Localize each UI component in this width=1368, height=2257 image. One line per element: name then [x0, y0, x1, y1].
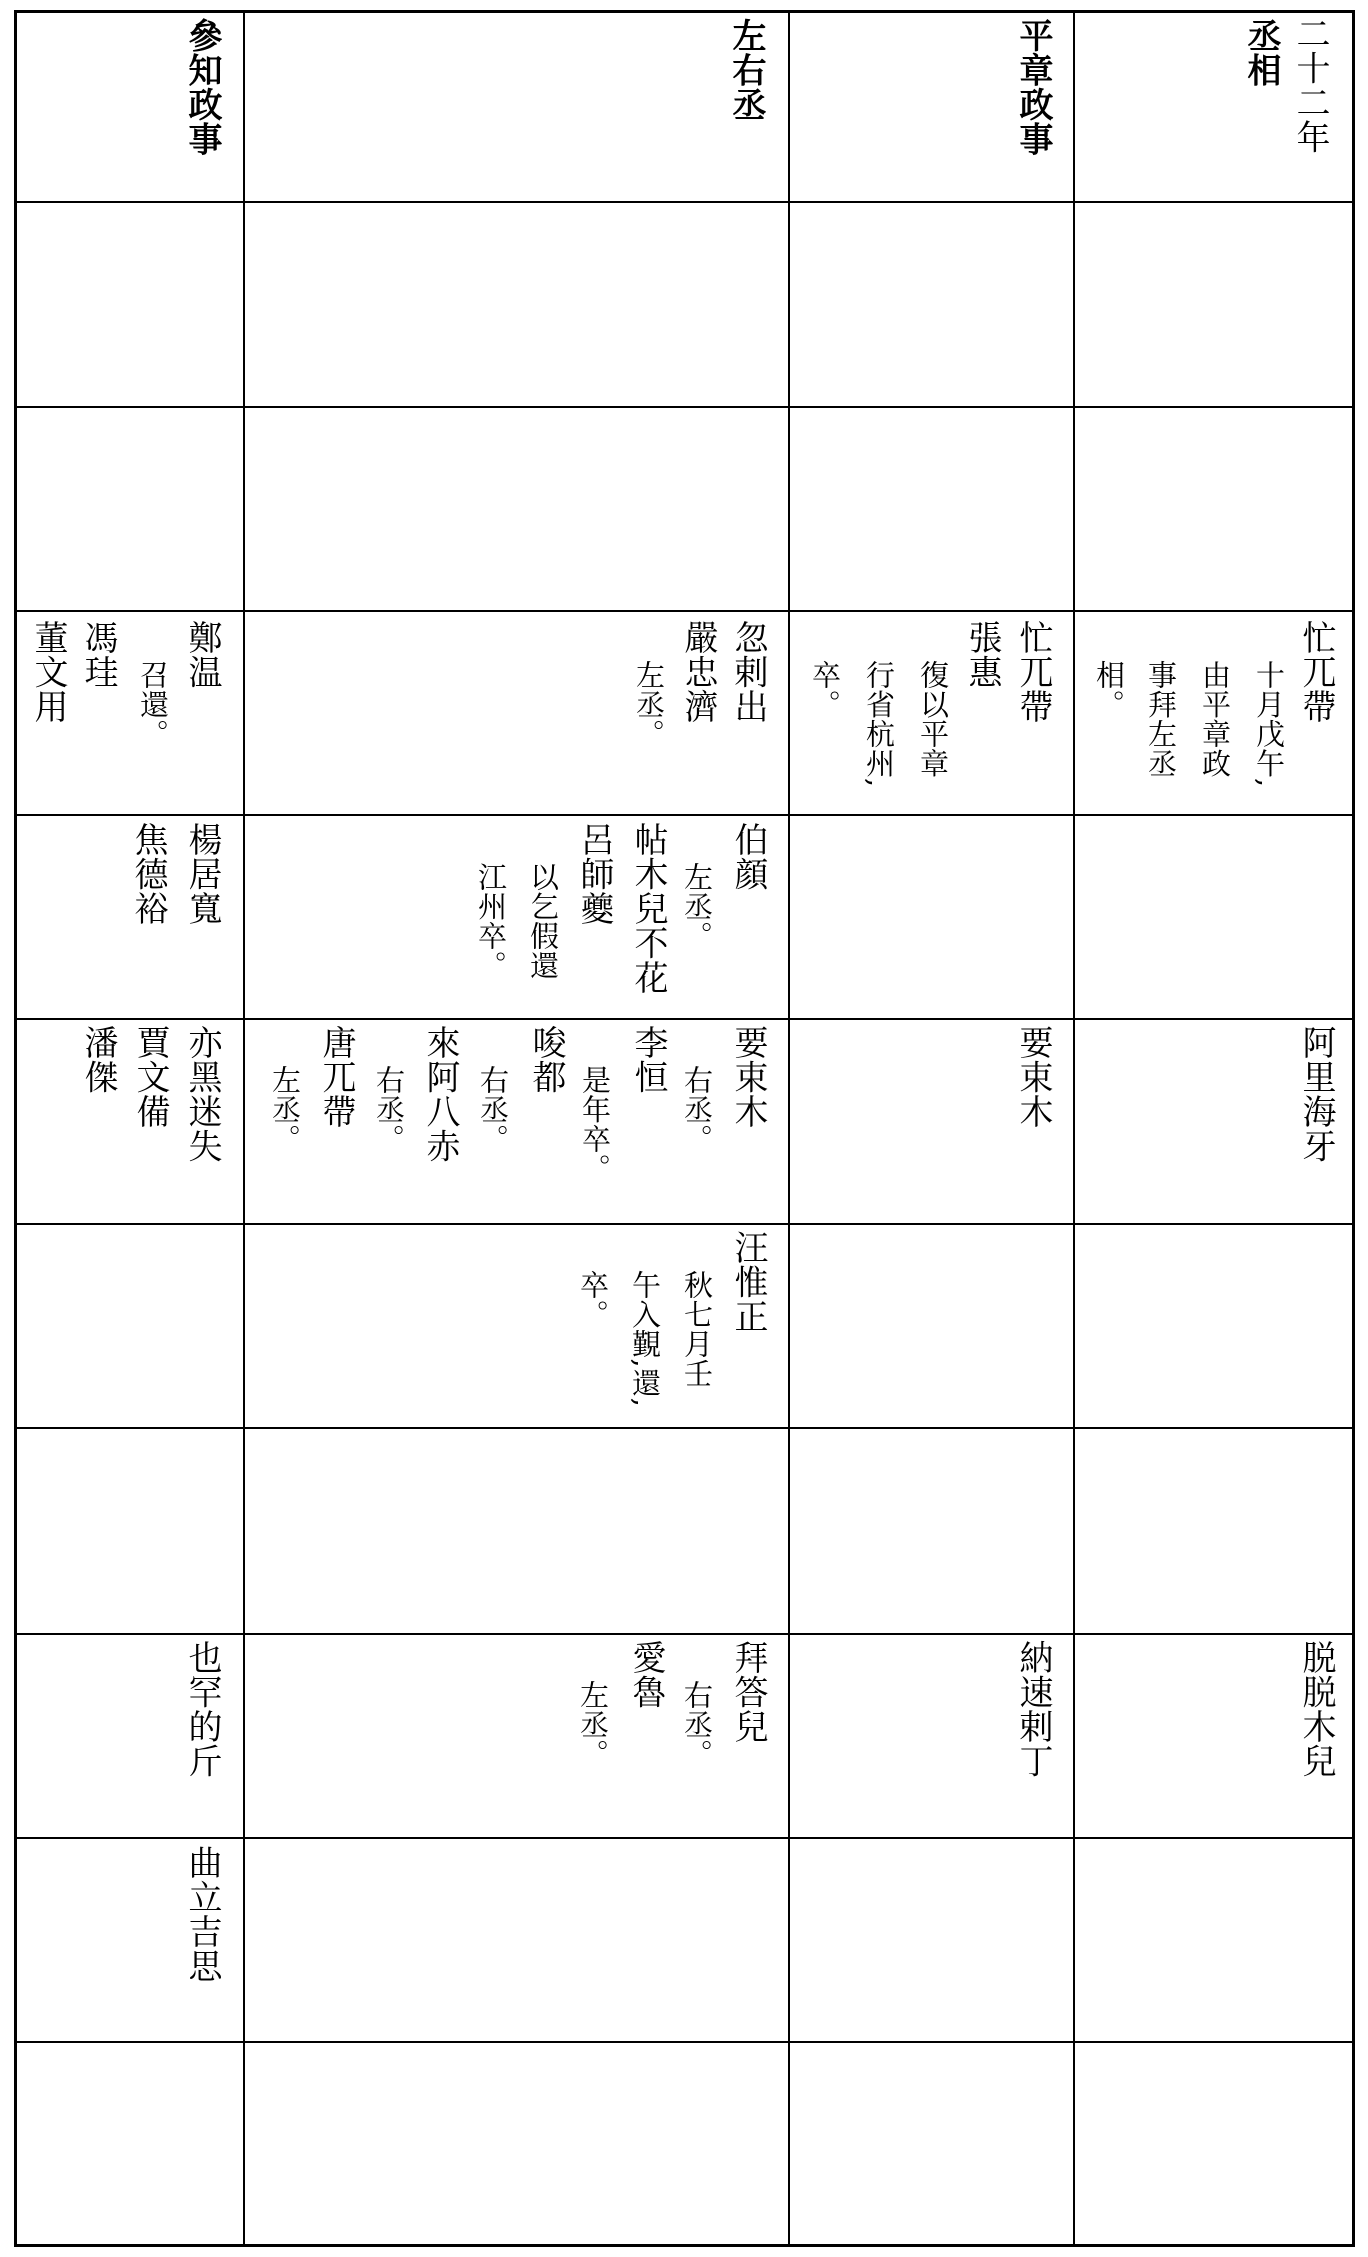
cell-text: 脱脱木兒 [1296, 1640, 1336, 1778]
cell-text: 江州卒。 [474, 862, 508, 980]
cell-text: 忽剌出 [728, 620, 768, 724]
row-divider [14, 1223, 1354, 1225]
row-divider [14, 610, 1354, 612]
cell-text: 亦黑迷失 [182, 1025, 222, 1163]
row-divider [14, 406, 1354, 408]
header-chancellor: 丞相 [1241, 18, 1281, 87]
row-divider [14, 201, 1354, 203]
cell-text: 右丞。 [680, 1680, 714, 1769]
header-canzhi: 參知政事 [182, 18, 222, 156]
cell-text: 右丞。 [680, 1065, 714, 1154]
table-border-bottom [14, 2244, 1354, 2247]
column-divider [1073, 10, 1075, 2247]
cell-text: 事拜左丞 [1144, 660, 1178, 778]
header-pingzhang: 平章政事 [1013, 18, 1053, 156]
cell-text: 唐兀帶 [316, 1025, 356, 1129]
cell-text: 納速剌丁 [1013, 1640, 1053, 1778]
cell-text: 是年卒。 [578, 1065, 612, 1183]
cell-text: 潘傑 [78, 1025, 118, 1094]
row-divider [14, 1018, 1354, 1020]
table-border-top [14, 10, 1354, 13]
row-divider [14, 1633, 1354, 1635]
cell-text: 也罕的斤 [182, 1640, 222, 1778]
cell-text: 唆都 [526, 1025, 566, 1094]
cell-text: 焦德裕 [128, 822, 168, 926]
cell-text: 忙兀帶 [1013, 620, 1053, 724]
cell-text: 卒。 [808, 660, 842, 719]
cell-text: 呂師夔 [574, 822, 614, 926]
cell-text: 復以平章 [916, 660, 950, 778]
cell-text: 左丞。 [268, 1065, 302, 1154]
column-divider [243, 10, 245, 2247]
cell-text: 帖木兒不花 [628, 822, 668, 995]
cell-text: 李恒 [628, 1025, 668, 1094]
cell-text: 馮珪 [78, 620, 118, 689]
cell-text: 卒。 [576, 1270, 610, 1329]
cell-text: 張惠 [962, 620, 1002, 689]
cell-text: 由平章政 [1198, 660, 1232, 778]
row-divider [14, 1837, 1354, 1839]
cell-text: 鄭温 [182, 620, 222, 689]
cell-text: 賈文備 [130, 1025, 170, 1129]
cell-text: 午入覲,還, [628, 1270, 662, 1408]
row-divider [14, 2041, 1354, 2043]
cell-text: 伯顔 [728, 822, 768, 891]
cell-text: 左丞。 [632, 660, 666, 749]
row-divider [14, 814, 1354, 816]
table-border-left [14, 10, 17, 2247]
cell-text: 以乞假還 [526, 862, 560, 980]
cell-text: 愛魯 [626, 1640, 666, 1709]
cell-text: 嚴忠濟 [678, 620, 718, 724]
cell-text: 汪惟正 [728, 1230, 768, 1334]
cell-text: 忙兀帶 [1296, 620, 1336, 724]
cell-text: 左丞。 [576, 1680, 610, 1769]
cell-text: 董文用 [28, 620, 68, 724]
column-divider [788, 10, 790, 2247]
cell-text: 要束木 [1013, 1025, 1053, 1129]
cell-text: 相。 [1092, 660, 1126, 719]
cell-text: 來阿八赤 [420, 1025, 460, 1163]
cell-text: 楊居寬 [182, 822, 222, 926]
cell-text: 秋七月壬 [680, 1270, 714, 1388]
cell-text: 召還。 [136, 660, 170, 749]
header-zuoyoucheng: 左右丞 [726, 18, 766, 122]
cell-text: 右丞。 [372, 1065, 406, 1154]
cell-text: 十月戊午, [1252, 660, 1286, 788]
table-border-right [1352, 10, 1355, 2247]
cell-text: 拜答兒 [728, 1640, 768, 1744]
cell-text: 要束木 [728, 1025, 768, 1129]
row-divider [14, 1427, 1354, 1429]
cell-text: 曲立吉思 [182, 1845, 222, 1983]
header-year: 二十二年 [1290, 16, 1330, 154]
cell-text: 左丞。 [680, 862, 714, 951]
cell-text: 阿里海牙 [1296, 1025, 1336, 1163]
cell-text: 右丞。 [476, 1065, 510, 1154]
cell-text: 行省杭州, [862, 660, 896, 788]
